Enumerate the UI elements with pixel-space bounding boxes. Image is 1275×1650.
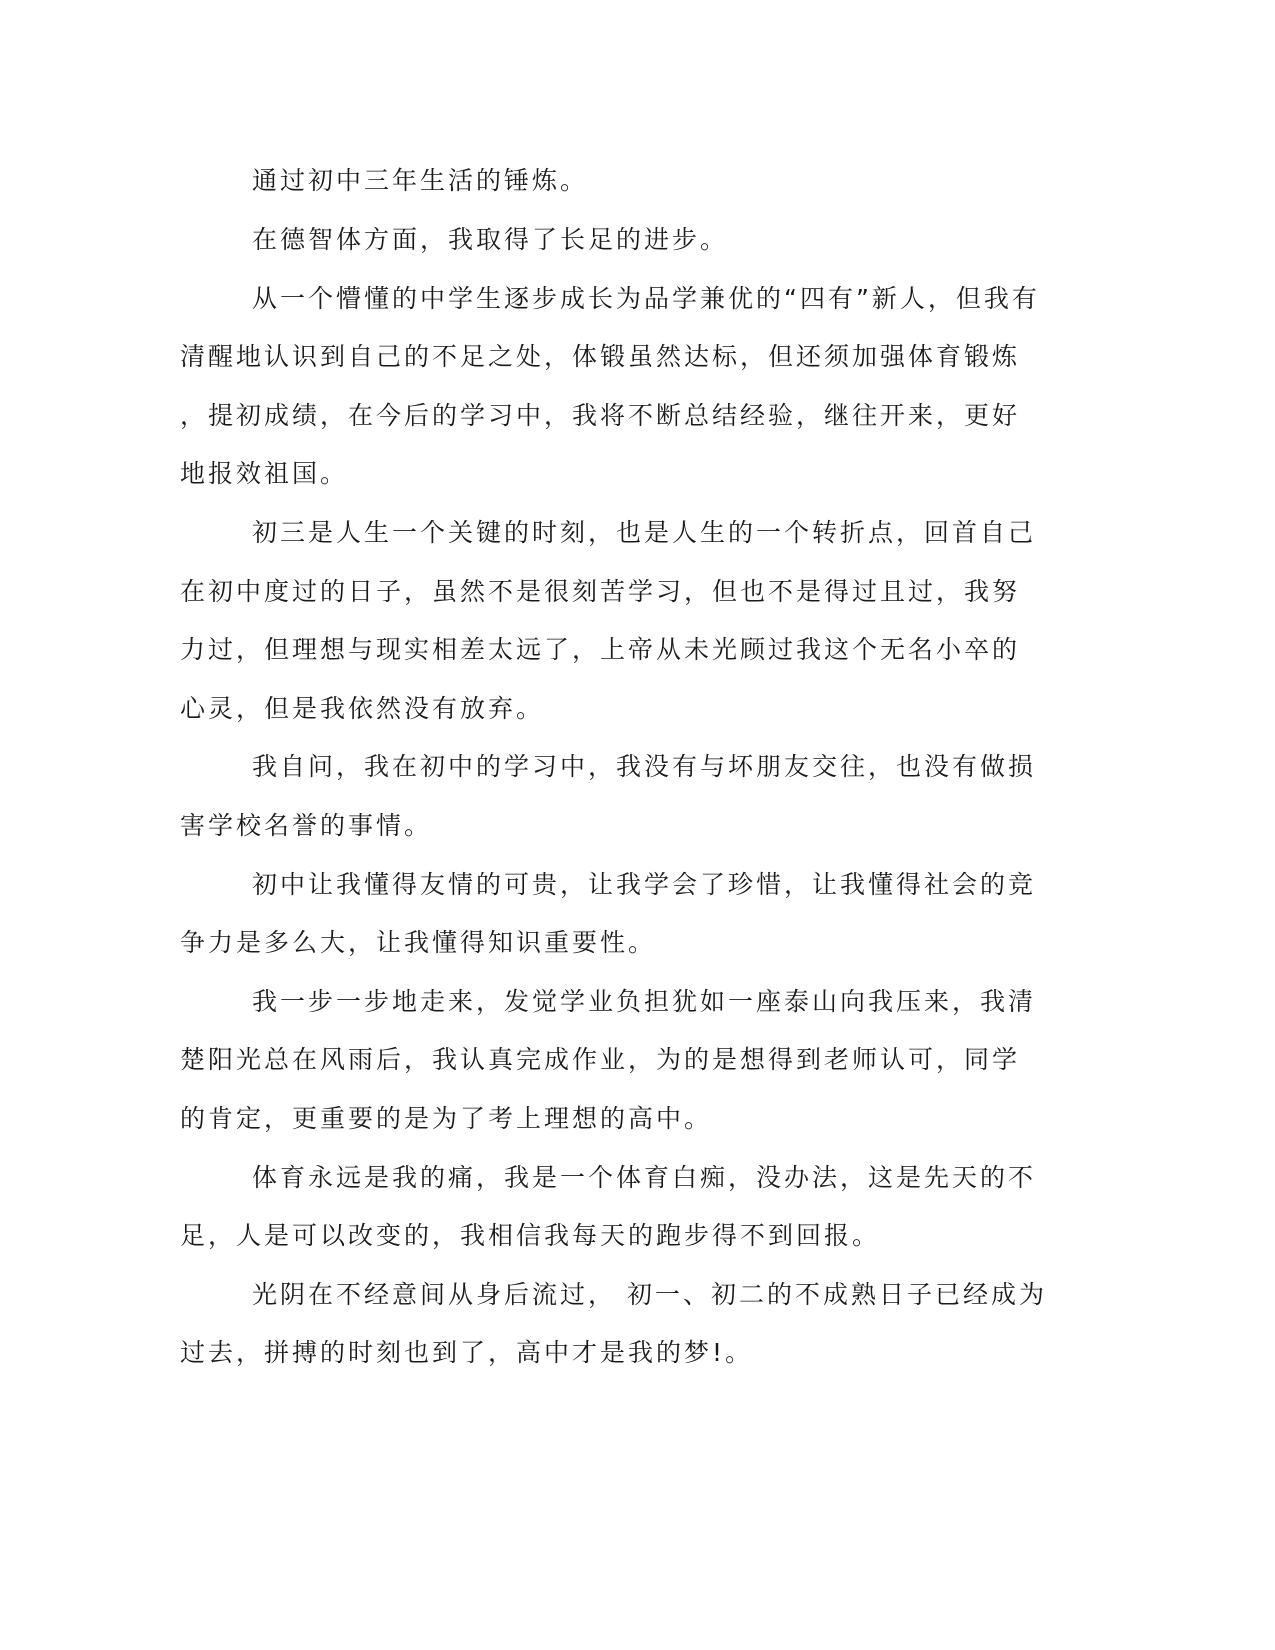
text-line: 力过，但理想与现实相差太远了，上帝从未光顾过我这个无名小卒的 [180, 635, 1021, 664]
text-line: 通过初中三年生活的锤炼。 [252, 166, 589, 195]
text-line: 楚阳光总在风雨后，我认真完成作业，为的是想得到老师认可，同学 [180, 1045, 1021, 1074]
text-line: 初三是人生一个关键的时刻，也是人生的一个转折点，回首自己 [252, 518, 1037, 547]
text-line: 害学校名誉的事情。 [180, 811, 433, 840]
text-line: 体育永远是我的痛，我是一个体育白痴，没办法，这是先天的不 [252, 1163, 1037, 1192]
text-line: 光阴在不经意间从身后流过， 初一、初二的不成熟日子已经成为 [252, 1280, 1047, 1309]
text-line: 我自问，我在初中的学习中，我没有与坏朋友交往，也没有做损 [252, 752, 1037, 781]
text-line: 足，人是可以改变的，我相信我每天的跑步得不到回报。 [180, 1221, 881, 1250]
text-line: 在初中度过的日子，虽然不是很刻苦学习，但也不是得过且过，我努 [180, 577, 1021, 606]
text-line: 从一个懵懂的中学生逐步成长为品学兼优的“四有”新人，但我有 [252, 284, 1040, 313]
text-line: 在德智体方面，我取得了长足的进步。 [252, 225, 729, 254]
text-line: 过去，拼搏的时刻也到了，高中才是我的梦!。 [180, 1338, 754, 1367]
text-line: 清醒地认识到自己的不足之处，体锻虽然达标，但还须加强体育锻炼 [180, 342, 1021, 371]
text-line: 我一步一步地走来，发觉学业负担犹如一座泰山向我压来，我清 [252, 987, 1037, 1016]
text-line: ，提初成绩，在今后的学习中，我将不断总结经验，继往开来，更好 [180, 401, 1021, 430]
text-line: 心灵，但是我依然没有放弃。 [180, 694, 545, 723]
text-line: 的肯定，更重要的是为了考上理想的高中。 [180, 1104, 713, 1133]
text-line: 地报效祖国。 [180, 459, 349, 488]
text-line: 初中让我懂得友情的可贵，让我学会了珍惜，让我懂得社会的竞 [252, 870, 1037, 899]
text-line: 争力是多么大，让我懂得知识重要性。 [180, 928, 657, 957]
